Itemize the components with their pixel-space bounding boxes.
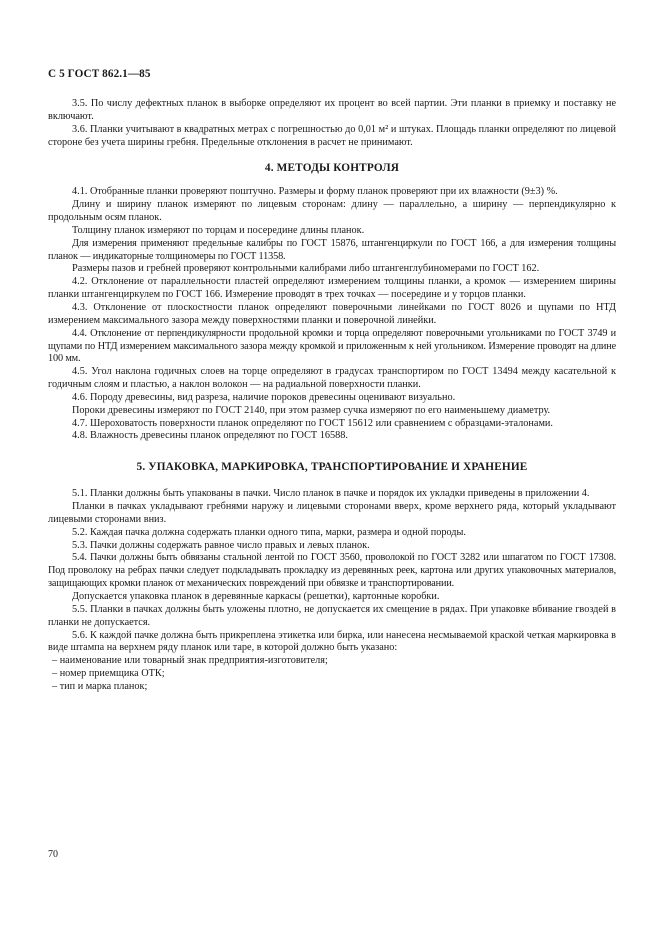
paragraph-5-2: 5.2. Каждая пачка должна содержать планки одного типа, марки, размера и одной породы. bbox=[72, 526, 466, 538]
page-content bbox=[48, 98, 616, 694]
list-item: – тип и марка планок; bbox=[52, 680, 148, 692]
paragraph: Допускается упаковка планок в деревянные каркасы (решетки), картонные коробки. bbox=[72, 591, 440, 602]
paragraph-4-1: 4.1. Отобранные планки проверяют поштучно. Размеры и форму планок проверяют при их влажности (9±3) %. bbox=[72, 186, 558, 198]
paragraph: Для измерения применяют предельные калибры по ГОСТ 15876, штангенциркули по ГОСТ 166, а для измерения толщины планок — индикаторные толщиномеры по ГОСТ 11358. bbox=[48, 237, 616, 262]
page-header: С 5 ГОСТ 862.1—85 bbox=[48, 68, 151, 80]
paragraph: Толщину планок измеряют по торцам и посередине длины планок. bbox=[72, 224, 365, 236]
paragraph-3-5: 3.5. По числу дефектных планок в выборке определяют их процент во всей партии. Эти планки в приемку и поставку не включают. bbox=[48, 98, 616, 122]
paragraph-5-6: 5.6. К каждой пачке должна быть прикреплена этикетка или бирка, или нанесена несмываемой краской четкая маркировка в виде штампа на верхнем ряду планок или таре, в которой должно быть указано: bbox=[48, 629, 616, 654]
page-number: 70 bbox=[48, 849, 58, 860]
section-4-heading: 4. МЕТОДЫ КОНТРОЛЯ bbox=[264, 162, 400, 175]
paragraph: Размеры пазов и гребней проверяют контрольными калибрами либо штангенглубиномерами по ГОСТ 162. bbox=[72, 263, 540, 275]
list-item: – наименование или товарный знак предприятия-изготовителя; bbox=[52, 655, 328, 667]
paragraph-4-7: 4.7. Шероховатость поверхности планок определяют по ГОСТ 15612 или сравнением с образцами-эталонами. bbox=[72, 417, 553, 429]
paragraph-5-5: 5.5. Планки в пачках должны быть уложены плотно, не допускается их смещение в рядах. При упаковке вбивание гвоздей в планки не допускается. bbox=[48, 603, 616, 628]
paragraph-4-2: 4.2. Отклонение от параллельности пластей определяют измерением толщины планки, а кромок — измерением ширины планки штангенциркулем по ГОСТ 166. Измерение проводят в трех точках — посередине и у торцов планки. bbox=[48, 276, 616, 301]
section-5-heading: 5. УПАКОВКА, МАРКИРОВКА, ТРАНСПОРТИРОВАНИЕ И ХРАНЕНИЕ bbox=[136, 461, 528, 474]
paragraph-5-1: 5.1. Планки должны быть упакованы в пачки. Число планок в пачке и порядок их укладки приведены в приложении 4. bbox=[72, 488, 590, 500]
paragraph-4-8: 4.8. Влажность древесины планок определяют по ГОСТ 16588. bbox=[72, 430, 348, 442]
paragraph-4-5: 4.5. Угол наклона годичных слоев на торце определяют в градусах транспортиром по ГОСТ 13494 между касательной к годичным слоям и пластью, а наклон волокон — на радиальной поверхности планки. bbox=[48, 366, 616, 391]
list-item: – номер приемщика ОТК; bbox=[52, 668, 165, 680]
paragraph: Длину и ширину планок измеряют по лицевым сторонам: длину — параллельно, а ширину — перпендикулярно к продольным осям планок. bbox=[48, 199, 616, 224]
paragraph-5-4: 5.4. Пачки должны быть обвязаны стальной лентой по ГОСТ 3560, проволокой по ГОСТ 3282 или шпагатом по ГОСТ 17308. Под проволоку на ребрах пачки следует подкладывать прокладку из деревянных реек, картона или других упаковочных материалов, защищающих кромки планок от механических повреждений при обвязке и транспортировании. bbox=[48, 552, 616, 590]
paragraph: Пороки древесины измеряют по ГОСТ 2140, при этом размер сучка измеряют по его наименьшему диаметру. bbox=[72, 404, 551, 416]
paragraph-3-6: 3.6. Планки учитывают в квадратных метрах с погрешностью до 0,01 м² и штуках. Площадь планки определяют по лицевой стороне без учета ширины гребня. Предельные отклонения в расчет не принимают. bbox=[48, 123, 616, 148]
paragraph-4-6: 4.6. Породу древесины, вид разреза, наличие пороков древесины оценивают визуально. bbox=[72, 391, 456, 403]
paragraph-4-4: 4.4. Отклонение от перпендикулярности продольной кромки и торца определяют поверочными угольниками по ГОСТ 3749 и щупами по НТД измерением максимального зазора между кромкой и приложенным к ней угольником. Измерение проводят на длине 100 мм. bbox=[48, 327, 616, 365]
paragraph: Планки в пачках укладывают гребнями наружу и лицевыми сторонами вверх, кроме верхнего ряда, который укладывают лицевыми сторонами вниз. bbox=[48, 501, 616, 525]
paragraph-5-3: 5.3. Пачки должны содержать равное число правых и левых планок. bbox=[72, 539, 370, 551]
paragraph-4-3: 4.3. Отклонение от плоскостности планок определяют поверочными линейками по ГОСТ 8026 и щупами по НТД измерением максимального зазора между поверхностями планки и поверочной линейки. bbox=[48, 301, 616, 326]
